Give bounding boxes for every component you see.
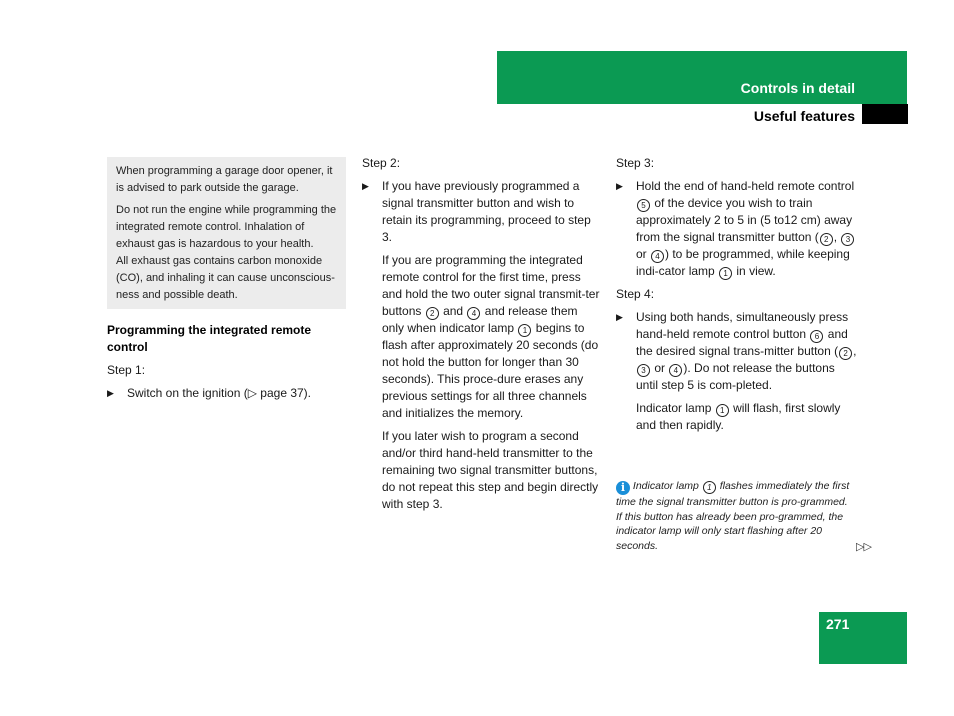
warning-box bbox=[107, 157, 346, 309]
number-2-icon: 2 bbox=[839, 347, 852, 360]
column-left bbox=[107, 322, 342, 408]
page-ref-arrow-icon: ▷ bbox=[247, 386, 257, 400]
warning-text: All exhaust gas contains carbon monoxide (CO), and inhaling it can cause unconscious-ness and possible death. bbox=[116, 255, 335, 301]
number-5-icon: 5 bbox=[637, 199, 650, 212]
bullet-item: ▶ Using both hands, simultaneously press hand-held remote control button 6 and the desired signal trans-mitter button ( 2 , 3 or 4 ). Do not release the buttons until step 5 is com-pleted. bbox=[616, 310, 857, 392]
body-paragraph: If you are programming the integrated remote control for the first time, press and hold the two outer signal transmit-ter buttons 2 and 4 and release them only when indicator lamp 1 begins to flash after approximately 20 seconds (do not hold the button for longer than 30 seconds). This proce-dure erases any previous settings for all three channels and initializes the memory. bbox=[382, 253, 600, 420]
body-paragraph: Indicator lamp 1 will flash, first slowly and then rapidly. bbox=[636, 401, 841, 432]
number-2-icon: 2 bbox=[426, 307, 439, 320]
bullet-arrow-icon: ▶ bbox=[362, 181, 369, 191]
subsection-title: Useful features bbox=[753, 108, 855, 124]
number-1-icon: 1 bbox=[703, 481, 716, 494]
info-note: i Indicator lamp 1 flashes immediately the first time the signal transmitter button is pro-grammed. If this button has already been pro-grammed, the indicator lamp will only start flashing after 20 seconds. bbox=[616, 480, 850, 552]
body-paragraph: If you later wish to program a second and/or third hand-held transmitter to the remaining two signal transmitter buttons, do not repeat this step and begin directly with step 3. bbox=[382, 429, 599, 511]
bullet-arrow-icon: ▶ bbox=[107, 388, 114, 398]
bullet-item: ▶ If you have previously programmed a signal transmitter button and wish to retain its programming, proceed to step 3. bbox=[362, 179, 591, 244]
number-1-icon: 1 bbox=[716, 404, 729, 417]
section-heading: Programming the integrated remote control bbox=[107, 323, 312, 354]
bullet-item: ▶ Hold the end of hand-held remote control 5 of the device you wish to train approximately 2 to 5 in (5 to12 cm) away from the signal transmitter button ( 2 , 3 or 4 ) to be programmed, while keeping indi-cator lamp 1 in view. bbox=[616, 179, 855, 278]
info-icon: i bbox=[616, 481, 630, 495]
number-4-icon: 4 bbox=[651, 250, 664, 263]
header-band bbox=[497, 51, 907, 104]
number-4-icon: 4 bbox=[467, 307, 480, 320]
number-1-icon: 1 bbox=[719, 267, 732, 280]
bullet-item: ▶ Switch on the ignition (▷ page 37). bbox=[107, 386, 312, 400]
step-label: Step 4: bbox=[616, 287, 655, 301]
bullet-arrow-icon: ▶ bbox=[616, 181, 623, 191]
bullet-arrow-icon: ▶ bbox=[616, 312, 623, 322]
page-number: 271 bbox=[826, 616, 850, 632]
number-6-icon: 6 bbox=[810, 330, 823, 343]
chapter-tab-marker bbox=[862, 104, 908, 124]
step-label: Step 1: bbox=[107, 363, 146, 377]
number-2-icon: 2 bbox=[820, 233, 833, 246]
step-label: Step 2: bbox=[362, 156, 401, 170]
warning-text: When programming a garage door opener, it is advised to park outside the garage. bbox=[116, 165, 333, 194]
number-1-icon: 1 bbox=[518, 324, 531, 337]
continued-icon: ▷▷ bbox=[856, 541, 871, 553]
column-right bbox=[616, 155, 858, 440]
number-3-icon: 3 bbox=[637, 364, 650, 377]
number-3-icon: 3 bbox=[841, 233, 854, 246]
column-middle bbox=[362, 155, 602, 519]
section-title: Controls in detail bbox=[740, 80, 855, 96]
warning-text: Do not run the engine while programming the integrated remote control. Inhalation of exhaust gas is hazardous to your health. bbox=[116, 204, 337, 250]
number-4-icon: 4 bbox=[669, 364, 682, 377]
step-label: Step 3: bbox=[616, 156, 655, 170]
